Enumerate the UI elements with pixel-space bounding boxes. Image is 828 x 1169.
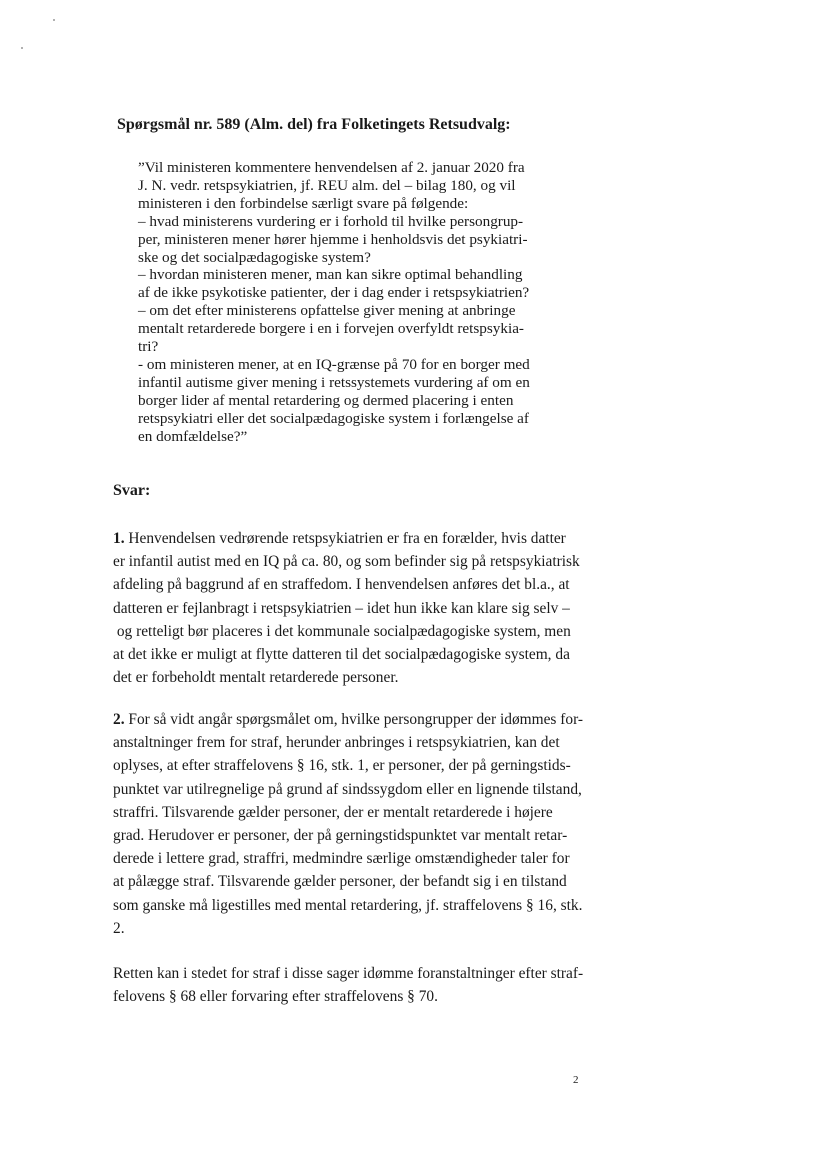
question-line: – hvad ministerens vurdering er i forhold til hvilke persongrup-	[138, 212, 524, 230]
answer-heading: Svar:	[113, 482, 151, 499]
question-line: J. N. vedr. retspsykiatrien, jf. REU alm. del – bilag 180, og vil	[138, 176, 516, 194]
answer-paragraph-1	[113, 527, 593, 689]
question-line: af de ikke psykotiske patienter, der i dag ender i retspsykiatrien?	[138, 284, 530, 302]
paragraph-text: Henvendelsen vedrørende retspsykiatrien er fra en forælder, hvis datter	[124, 530, 566, 547]
answer-paragraph-3	[113, 962, 593, 1008]
question-heading: Spørgsmål nr. 589 (Alm. del) fra Folketingets Retsudvalg:	[117, 116, 511, 133]
paragraph-line: at det ikke er muligt at flytte datteren til det socialpædagogiske system, da	[113, 646, 570, 664]
paragraph-line: og retteligt bør placeres i det kommunale socialpædagogiske system, men	[113, 622, 571, 640]
question-line: infantil autisme giver mening i retssystemets vurdering af om en	[138, 373, 530, 391]
paragraph-number: 2.	[113, 711, 125, 728]
question-line: tri?	[138, 338, 159, 356]
question-line: en domfældelse?”	[138, 427, 248, 445]
question-line: mentalt retarderede borgere i en i forvejen overfyldt retspsykia-	[138, 320, 524, 338]
paragraph-line: at pålægge straf. Tilsvarende gælder personer, der befandt sig i en tilstand	[113, 873, 567, 891]
question-line: – hvordan ministeren mener, man kan sikre optimal behandling	[138, 266, 523, 284]
paragraph-line: straffri. Tilsvarende gælder personer, der er mentalt retarderede i højere	[113, 803, 553, 821]
paragraph-line	[113, 708, 593, 731]
paragraph-line: felovens § 68 eller forvaring efter straffelovens § 70.	[113, 988, 438, 1006]
question-line: ”Vil ministeren kommentere henvendelsen af 2. januar 2020 fra	[138, 159, 525, 176]
paragraph-line: anstaltninger frem for straf, herunder anbringes i retspsykiatrien, kan det	[113, 734, 560, 752]
paragraph-line: punktet var utilregnelige på grund af sindssygdom eller en lignende tilstand,	[113, 780, 582, 798]
paragraph-line: som ganske må ligestilles med mental retardering, jf. straffelovens § 16, stk.	[113, 896, 583, 914]
question-line: ministeren i den forbindelse særligt svare på følgende:	[138, 194, 469, 212]
paragraph-line: det er forbeholdt mentalt retarderede personer.	[113, 669, 399, 687]
question-line: - om ministeren mener, at en IQ-grænse på 70 for en borger med	[138, 355, 530, 373]
paragraph-line: oplyses, at efter straffelovens § 16, stk. 1, er personer, der på gerningstids-	[113, 757, 571, 775]
scan-speck	[53, 19, 55, 21]
paragraph-line: derede i lettere grad, straffri, medmindre særlige omstændigheder taler for	[113, 850, 570, 868]
paragraph-line	[113, 527, 593, 550]
scan-speck	[21, 47, 23, 49]
paragraph-line: grad. Herudover er personer, der på gerningstidspunktet var mentalt retar-	[113, 827, 568, 845]
question-line: retspsykiatri eller det socialpædagogiske system i forlængelse af	[138, 409, 529, 427]
paragraph-line: er infantil autist med en IQ på ca. 80, og som befinder sig på retspsykiatrisk	[113, 553, 580, 571]
question-line: borger lider af mental retardering og dermed placering i enten	[138, 391, 514, 409]
question-line: – om det efter ministerens opfattelse giver mening at anbringe	[138, 302, 516, 320]
question-quote	[138, 159, 578, 446]
paragraph-line: 2.	[113, 919, 125, 937]
answer-paragraph-2	[113, 708, 593, 940]
question-line: ske og det socialpædagogiske system?	[138, 248, 371, 266]
paragraph-line: afdeling på baggrund af en straffedom. I henvendelsen anføres det bl.a., at	[113, 576, 570, 594]
page-number: 2	[573, 1074, 579, 1086]
paragraph-text: For så vidt angår spørgsmålet om, hvilke persongrupper der idømmes for-	[124, 711, 584, 728]
question-line: per, ministeren mener hører hjemme i henholdsvis det psykiatri-	[138, 230, 528, 248]
paragraph-number: 1.	[113, 530, 125, 547]
paragraph-line: Retten kan i stedet for straf i disse sager idømme foranstaltninger efter straf-	[113, 965, 584, 982]
paragraph-line: datteren er fejlanbragt i retspsykiatrien – idet hun ikke kan klare sig selv –	[113, 599, 570, 617]
